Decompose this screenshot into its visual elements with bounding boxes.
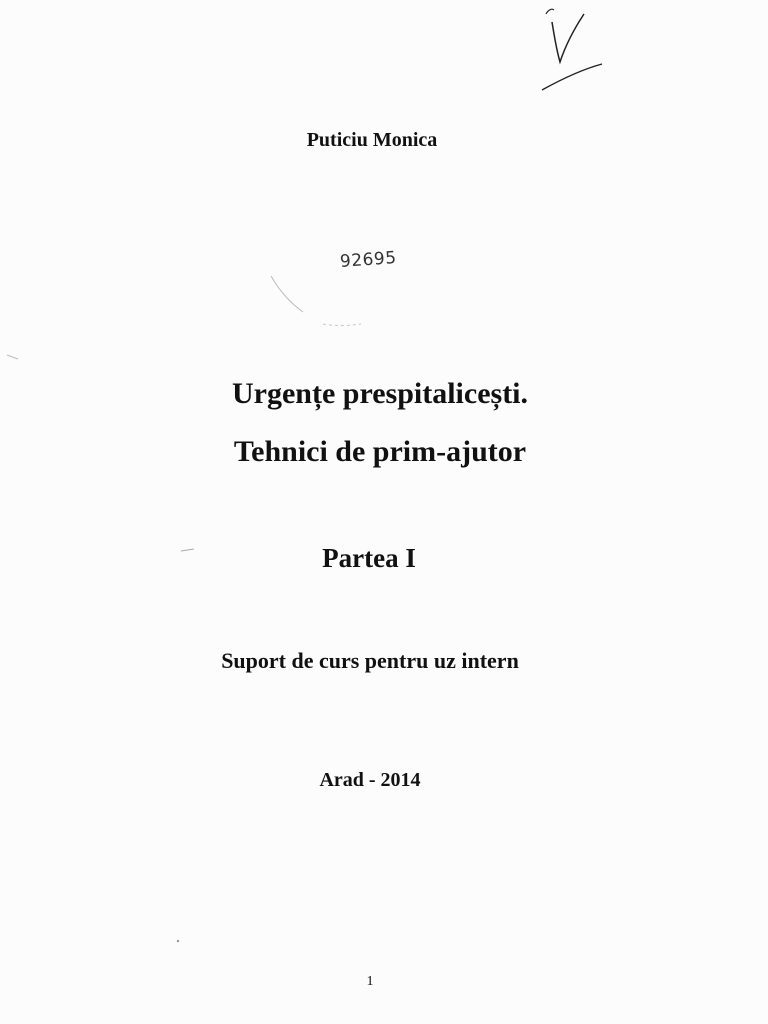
scan-speck-left <box>6 352 20 362</box>
page-number: 1 <box>366 974 374 989</box>
faint-stamp-trace <box>265 268 375 338</box>
course-subtitle: Suport de curs pentru uz intern <box>221 648 519 673</box>
part-heading: Partea I <box>322 543 416 573</box>
title-line-2: Tehnici de prim-ajutor <box>233 435 527 468</box>
handwritten-signature <box>530 0 610 100</box>
author-name: Puticiu Monica <box>306 129 438 151</box>
title-line-1: Urgențe prespitalicești. <box>231 377 529 410</box>
place-and-year: Arad - 2014 <box>319 769 421 791</box>
handwritten-registry-number: 92695 <box>339 248 398 272</box>
scan-speck-dot <box>175 938 181 944</box>
